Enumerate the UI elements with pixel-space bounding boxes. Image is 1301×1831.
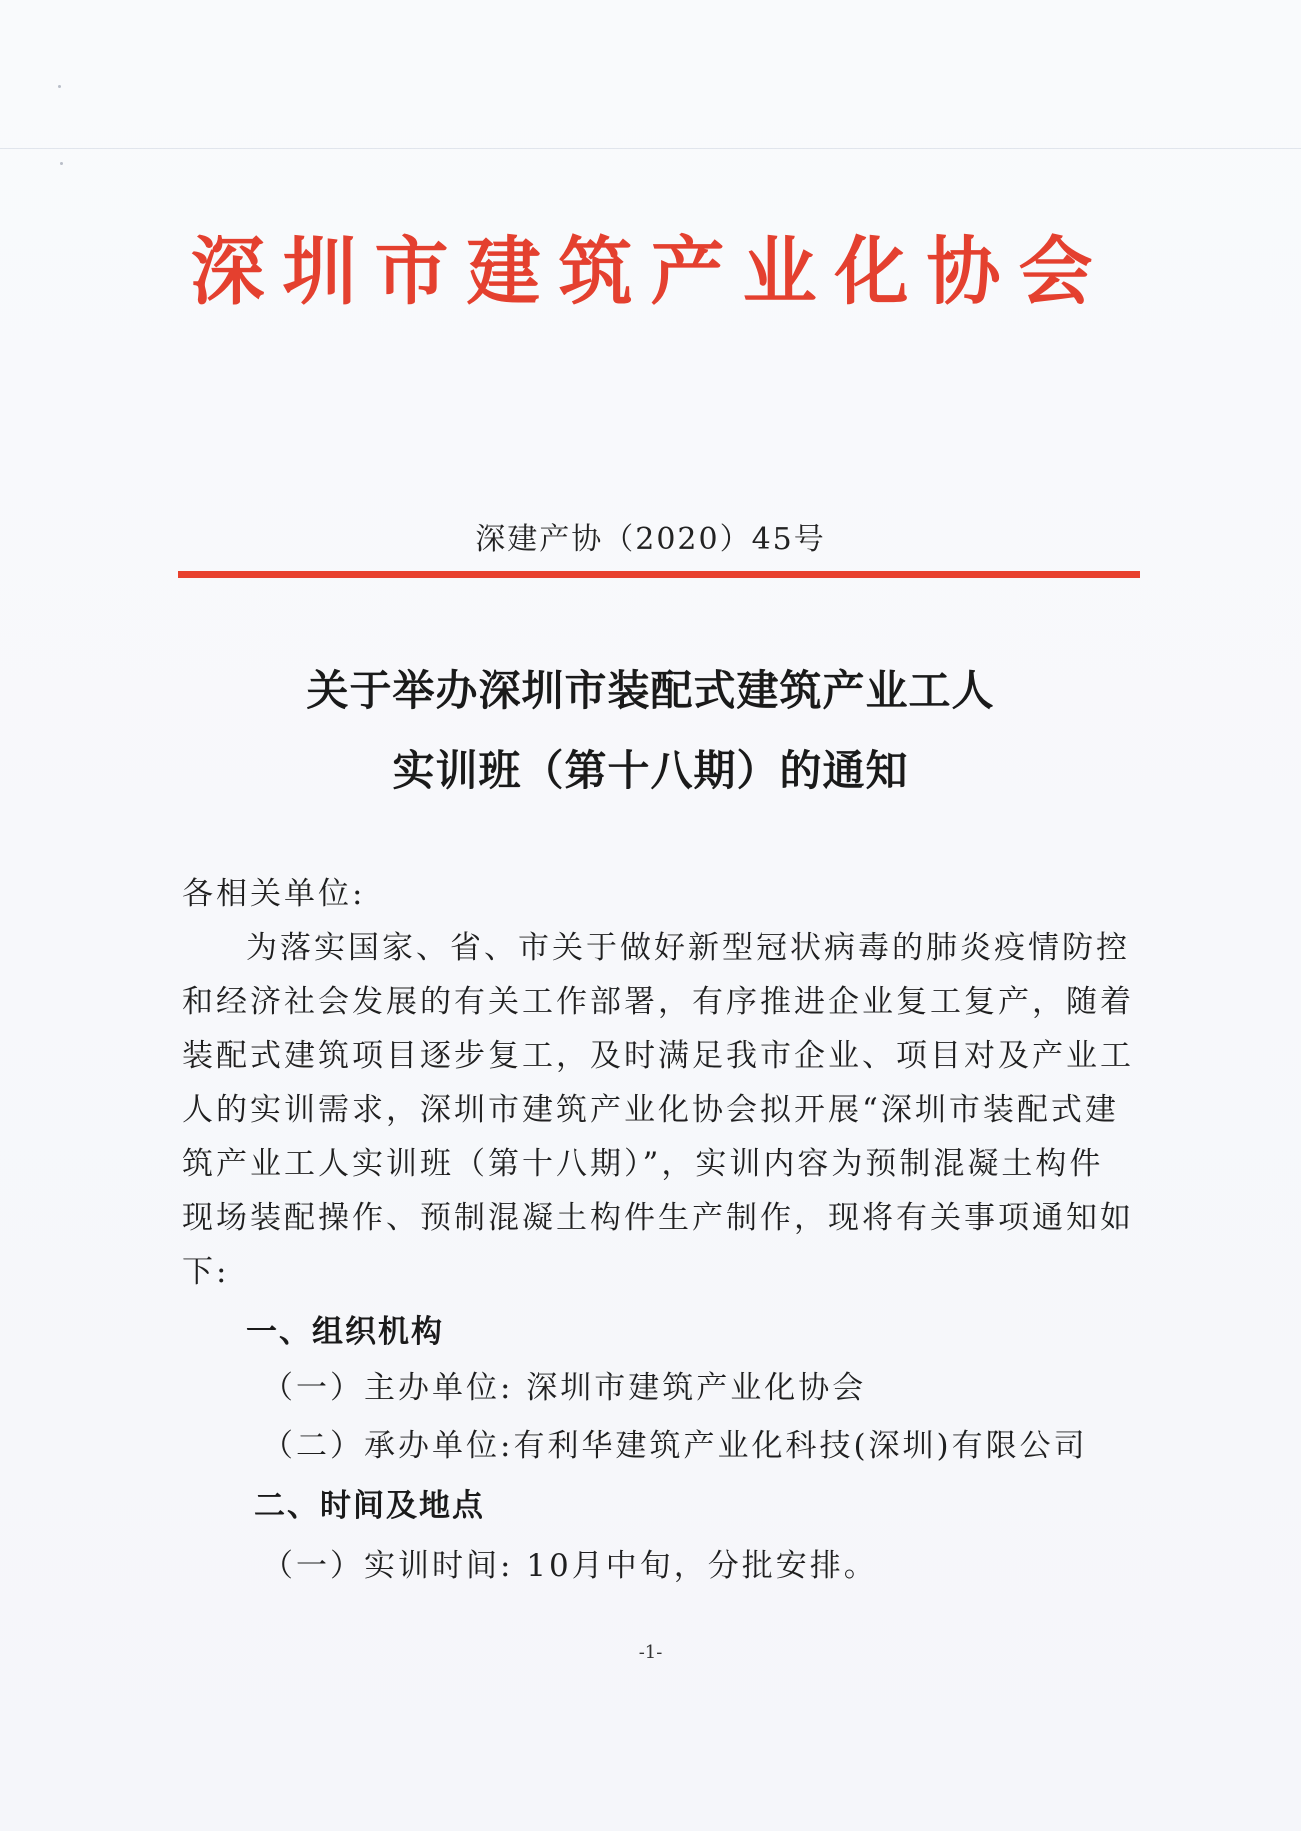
paragraph-line: 和经济社会发展的有关工作部署，有序推进企业复工复产，随着 [182,984,1134,1020]
scan-speck [58,85,61,88]
section-item-host: （一）主办单位: 深圳市建筑产业化协会 [262,1370,867,1406]
paragraph-line: 装配式建筑项目逐步复工，及时满足我市企业、项目对及产业工 [182,1038,1134,1074]
scan-artifact-line [0,148,1301,149]
salutation: 各相关单位: [182,876,366,912]
red-divider-rule [178,571,1140,578]
paragraph-line: 下: [182,1254,230,1290]
paragraph-line: 为落实国家、省、市关于做好新型冠状病毒的肺炎疫情防控 [246,930,1130,966]
page-number: -1- [638,1642,663,1663]
notice-title-line-2: 实训班（第十八期）的通知 [392,746,909,795]
masthead-title: 深圳市建筑产业化协会 [190,229,1111,315]
section-heading-time-place: 二、时间及地点 [254,1488,485,1524]
section-item-organizer: （二）承办单位:有利华建筑产业化科技(深圳)有限公司 [262,1428,1088,1464]
document-number: 深建产协（2020）45号 [475,522,826,557]
section-heading-organization: 一、组织机构 [246,1314,444,1350]
scan-speck [60,162,63,165]
paragraph-line: 人的实训需求，深圳市建筑产业化协会拟开展“深圳市装配式建 [182,1092,1119,1128]
notice-title-line-1: 关于举办深圳市装配式建筑产业工人 [306,666,995,715]
section-item-training-time: （一）实训时间: 10月中旬，分批安排。 [262,1548,878,1584]
paragraph-line: 筑产业工人实训班（第十八期）”，实训内容为预制混凝土构件 [182,1146,1104,1182]
paragraph-line: 现场装配操作、预制混凝土构件生产制作，现将有关事项通知如 [182,1200,1134,1236]
